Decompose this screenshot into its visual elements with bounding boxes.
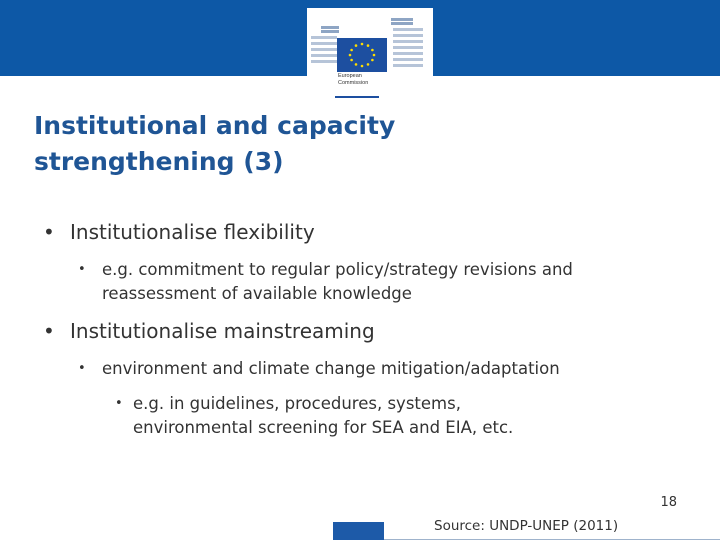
logo-wordmark xyxy=(338,73,368,87)
page-number: 18 xyxy=(660,495,677,510)
bullet-text-line-1: e.g. commitment to regular policy/strategy revisions and xyxy=(102,260,573,279)
bullet-text-line-2: reassessment of available knowledge xyxy=(102,284,412,303)
logo-line-1: European xyxy=(338,73,362,79)
slide-title xyxy=(34,108,634,180)
bullet-item xyxy=(43,317,690,345)
bullet-dot-icon: • xyxy=(43,220,55,244)
bullet-text: Institutionalise mainstreaming xyxy=(70,319,375,343)
bullet-text: Institutionalise flexibility xyxy=(70,220,315,244)
bullet-item xyxy=(78,357,692,381)
slide-title-line-2: strengthening (3) xyxy=(34,147,284,176)
bullet-text-line-1: e.g. in guidelines, procedures, systems, xyxy=(133,394,461,413)
bullet-text-line-2: environmental screening for SEA and EIA, etc. xyxy=(133,418,514,437)
bullet-dot-icon: • xyxy=(78,361,86,376)
european-commission-logo xyxy=(307,8,433,102)
bullet-dot-icon: • xyxy=(115,396,123,411)
bullet-item xyxy=(115,392,673,440)
eu-flag-building-logo-icon xyxy=(307,8,433,102)
bullet-text: environment and climate change mitigation/adaptation xyxy=(102,359,560,378)
bullet-dot-icon: • xyxy=(43,319,55,343)
bullet-item xyxy=(78,258,692,306)
source-citation: Source: UNDP-UNEP (2011) xyxy=(434,518,619,534)
bullet-item xyxy=(43,218,690,246)
bullet-dot-icon: • xyxy=(78,262,86,277)
slide-title-line-1: Institutional and capacity xyxy=(34,111,396,140)
footer-flag-bar xyxy=(333,522,384,540)
logo-line-2: Commission xyxy=(338,80,369,86)
